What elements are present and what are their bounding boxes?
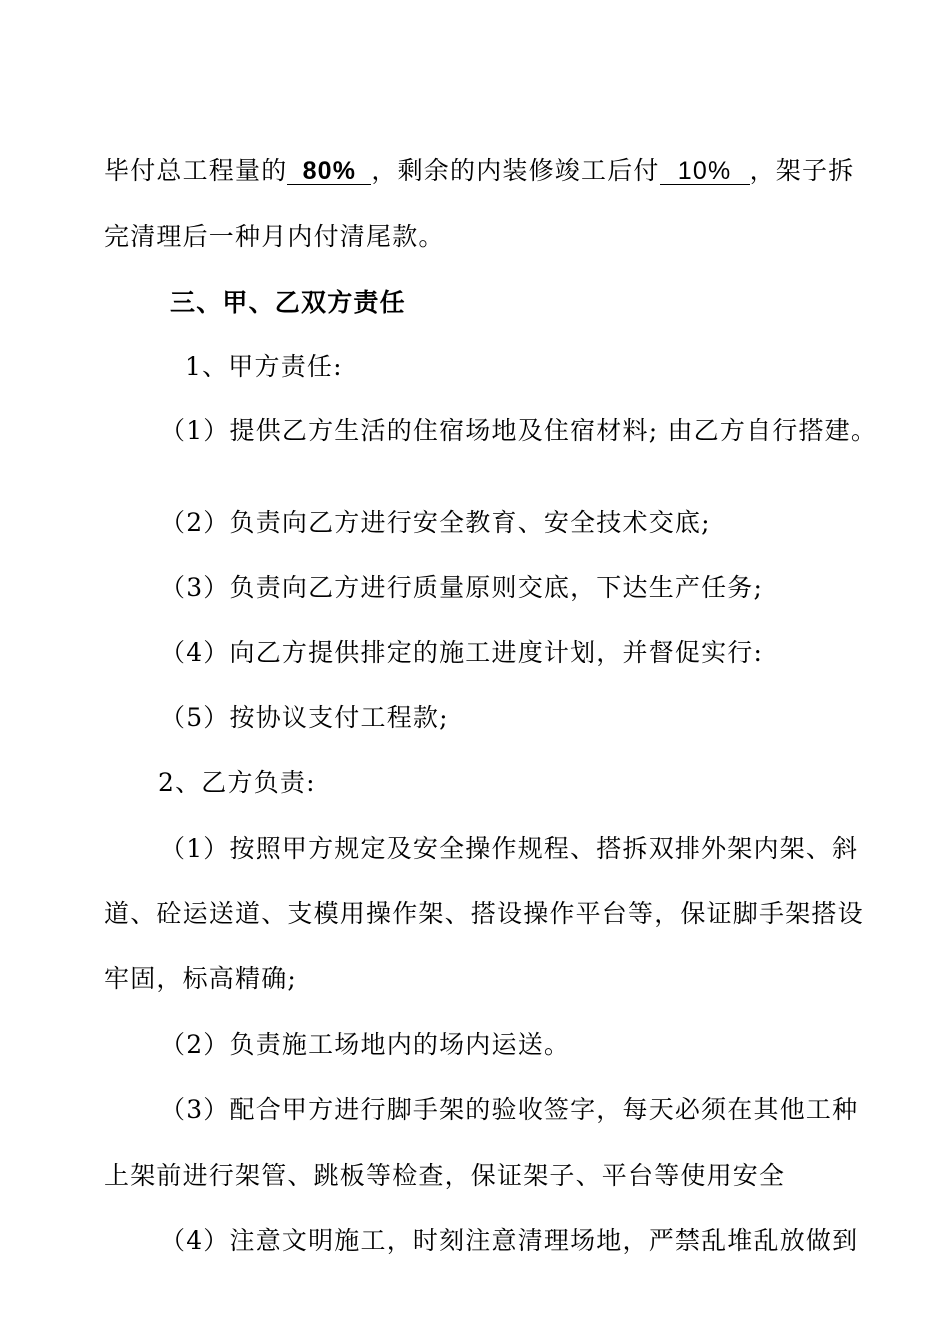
- paragraph-line: 完清理后一种月内付清尾款。: [104, 222, 445, 251]
- list-item: （4）注意文明施工，时刻注意清理场地，严禁乱堆乱放做到: [160, 1226, 859, 1255]
- payment-text-1: 毕付总工程量的: [104, 156, 288, 185]
- list-item: （3）负责向乙方进行质量原则交底，下达生产任务;: [160, 573, 764, 602]
- subheading-party-a: 1、甲方责任:: [185, 352, 343, 381]
- section-heading: 三、甲、乙双方责任: [170, 288, 406, 317]
- payment-text-2: ，剩余的内装修竣工后付: [371, 156, 660, 185]
- list-item: （3）配合甲方进行脚手架的验收签字，每天必须在其他工种: [160, 1095, 859, 1124]
- payment-blank-80: 80%: [287, 158, 371, 185]
- payment-blank-10: 10%: [660, 158, 750, 185]
- list-item: （1）提供乙方生活的住宿场地及住宿材料; 由乙方自行搭建。: [160, 416, 878, 445]
- list-item: （5）按协议支付工程款;: [160, 703, 449, 732]
- paragraph-line: 道、砼运送道、支模用操作架、搭设操作平台等，保证脚手架搭设: [104, 899, 864, 928]
- payment-text-3: ，架子拆: [749, 156, 855, 185]
- list-item: （1）按照甲方规定及安全操作规程、搭拆双排外架内架、斜: [160, 834, 859, 863]
- paragraph-payment-line: [104, 155, 854, 187]
- list-item: （2）负责向乙方进行安全教育、安全技术交底;: [160, 508, 711, 537]
- paragraph-line: 牢固，标高精确;: [104, 964, 298, 993]
- subheading-party-b: 2、乙方负责:: [158, 768, 316, 797]
- list-item: （4）向乙方提供排定的施工进度计划，并督促实行:: [160, 638, 764, 667]
- list-item: （2）负责施工场地内的场内运送。: [160, 1030, 571, 1059]
- paragraph-line: 上架前进行架管、跳板等检查，保证架子、平台等使用安全: [104, 1161, 786, 1190]
